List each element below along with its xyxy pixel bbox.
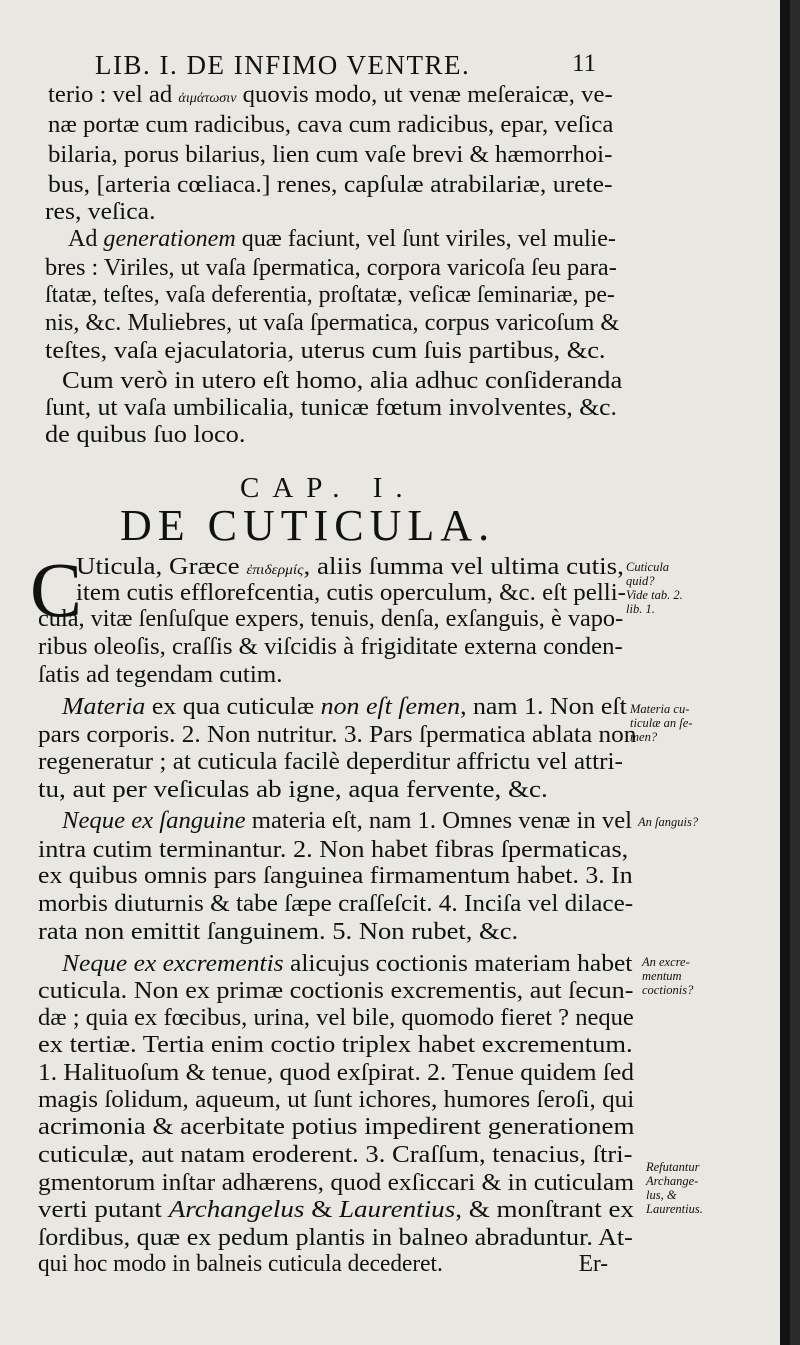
text-line: [45, 197, 155, 227]
text-line: [38, 917, 518, 947]
text-run: , aliis ſumma vel ultima cutis,: [303, 553, 624, 580]
text-run: intra cutim terminantur. 2. Non habet fibras ſpermaticas,: [38, 836, 629, 863]
margin-note-line: coctionis?: [642, 983, 694, 997]
text-line: [45, 253, 617, 283]
text-run: ribus oleoſis, craſſis & viſcidis à frigiditate externa conden-: [38, 633, 623, 660]
italic-term: Neque ex excrementis: [62, 950, 284, 977]
text-run: Ad: [68, 225, 104, 252]
margin-note-line: lib. 1.: [626, 602, 655, 616]
text-line: [62, 806, 632, 836]
text-line: [38, 604, 623, 634]
text-run: materia eſt, nam 1. Omnes venæ in vel: [245, 807, 633, 834]
text-run: ſordibus, quæ ex pedum plantis in balneo abraduntur. At-: [38, 1224, 633, 1251]
margin-note-line: An excre-: [642, 955, 690, 969]
text-line: [38, 1195, 634, 1225]
text-run: næ portæ cum radicibus, cava cum radicibus, epar, veſica: [48, 111, 614, 138]
text-run: , & monſtrant ex: [455, 1196, 635, 1223]
text-run: Uticula, Græce: [76, 553, 247, 580]
text-run: res, veſica.: [45, 198, 156, 225]
text-run: tu, aut per veſiculas ab igne, aqua fervente, &c.: [38, 776, 548, 803]
italic-term: Archangelus: [168, 1196, 305, 1223]
margin-note: [626, 560, 683, 616]
text-line: [45, 280, 615, 310]
margin-note: [638, 815, 698, 829]
margin-note-line: Materia cu-: [630, 702, 690, 716]
running-head: LIB. I. DE INFIMO VENTRE.: [95, 50, 471, 80]
text-line: [38, 660, 283, 690]
italic-term: generationem: [103, 225, 236, 252]
margin-note-line: ticulæ an ſe-: [630, 716, 693, 730]
text-line: [38, 861, 633, 891]
margin-note-line: Refutantur: [646, 1160, 700, 1174]
text-run: quovis modo, ut venæ meſeraicæ, ve-: [236, 81, 613, 108]
margin-note-line: quid?: [626, 574, 655, 588]
text-run: item cutis efflorefcentia, cutis operculum, &c. eſt pelli-: [76, 579, 626, 606]
text-line: [45, 308, 619, 338]
text-run: ſtatæ, teſtes, vaſa deferentia, proſtatæ, veſicæ ſeminariæ, pe-: [45, 281, 615, 308]
text-line: [38, 747, 623, 777]
text-run: morbis diuturnis & tabe ſæpe craſſeſcit. 4. Inciſa vel dilace-: [38, 890, 634, 917]
margin-note-line: mentum: [642, 969, 682, 983]
text-line: [38, 1003, 634, 1033]
text-run: de quibus ſuo loco.: [45, 421, 246, 448]
text-run: qui hoc modo in balneis cuticula decederet.: [38, 1250, 443, 1277]
text-line: [38, 1140, 632, 1170]
text-run: ex quibus omnis pars ſanguinea firmamentum habet. 3. In: [38, 862, 633, 889]
text-line: [38, 1112, 634, 1142]
greek-term: ἐπιδερμίς: [246, 563, 304, 578]
text-line: [48, 140, 612, 170]
text-line: [38, 889, 633, 919]
text-run: nis, &c. Muliebres, ut vaſa ſpermatica, corpus varicoſum &: [45, 309, 620, 336]
text-line: [48, 80, 613, 110]
text-run: &: [304, 1196, 339, 1223]
text-run: terio : vel ad: [48, 81, 179, 108]
text-run: rata non emittit ſanguinem. 5. Non rubet, &c.: [38, 918, 519, 945]
text-run: Cum verò in utero eſt homo, alia adhuc conſideranda: [62, 367, 623, 394]
text-run: teſtes, vaſa ejaculatoria, uterus cum ſuis partibus, &c.: [45, 337, 606, 364]
chapter-number: CAP. I.: [240, 472, 416, 504]
text-run: ex tertiæ. Tertia enim coctio triplex habet excrementum.: [38, 1031, 633, 1058]
margin-note-line: Vide tab. 2.: [626, 588, 683, 602]
text-run: verti putant: [38, 1196, 169, 1223]
text-line: [68, 224, 616, 254]
margin-note-line: Cuticula: [626, 560, 670, 574]
text-run: acrimonia & acerbitate potius impedirent generationem: [38, 1113, 635, 1140]
text-line: [38, 1030, 633, 1060]
text-line: [48, 170, 613, 200]
text-run: bres : Viriles, ut vaſa ſpermatica, corpora varicoſa ſeu para-: [45, 254, 617, 281]
margin-note-line: lus, &: [646, 1188, 677, 1202]
italic-term: Neque ex ſanguine: [62, 807, 246, 834]
text-line: [38, 632, 623, 662]
text-run: ex qua cuticulæ: [145, 693, 321, 720]
italic-term: Laurentius: [338, 1196, 456, 1223]
margin-note-line: An ſanguis?: [638, 815, 699, 829]
text-run: magis ſolidum, aqueum, ut ſunt ichores, humores ſeroſi, qui: [38, 1086, 635, 1113]
text-line: [38, 720, 636, 750]
text-run: cuticulæ, aut natam eroderent. 3. Craſſum, tenacius, ſtri-: [38, 1141, 633, 1168]
text-line: [62, 949, 632, 979]
text-line: [38, 1058, 634, 1088]
text-line: [62, 366, 622, 396]
text-run: , nam 1. Non eſt: [460, 693, 627, 720]
catchword: Er-: [578, 1250, 609, 1277]
text-run: quæ faciunt, vel ſunt viriles, vel mulie-: [235, 225, 616, 252]
drop-cap: C: [30, 546, 83, 633]
text-line: [45, 336, 606, 366]
margin-note-line: Archange-: [646, 1174, 699, 1188]
text-line: [38, 1085, 634, 1115]
text-line: [45, 420, 245, 450]
margin-note-line: Laurentius.: [646, 1202, 703, 1216]
text-run: 1. Halituoſum & tenue, quod exſpirat. 2. Tenue quidem ſed: [38, 1059, 634, 1086]
margin-note-line: men?: [630, 730, 658, 744]
text-run: alicujus coctionis materiam habet: [283, 950, 633, 977]
text-line: [38, 775, 548, 805]
margin-note: [646, 1160, 703, 1216]
text-run: regeneratur ; at cuticula facilè deperditur affrictu vel attri-: [38, 748, 623, 775]
greek-term: ἀιμάτωσιν: [178, 91, 237, 106]
folio-number: 11: [572, 50, 597, 77]
text-run: ſatis ad tegendam cutim.: [38, 661, 283, 688]
text-run: bus, [arteria cœliaca.] renes, capſulæ atrabilariæ, urete-: [48, 171, 613, 198]
margin-note: [642, 955, 693, 997]
margin-note: [630, 702, 693, 744]
text-run: bilaria, porus bilarius, lien cum vaſe brevi & hæmorrhoi-: [48, 141, 613, 168]
chapter-title: DE CUTICULA.: [120, 501, 496, 550]
text-line: [48, 110, 613, 140]
italic-term: Materia: [62, 693, 146, 720]
text-run: pars corporis. 2. Non nutritur. 3. Pars ſpermatica ablata non: [38, 721, 637, 748]
text-run: dæ ; quia ex fœcibus, urina, vel bile, quomodo fieret ? neque: [38, 1004, 634, 1031]
text-line: [62, 692, 627, 722]
text-line: [38, 1249, 609, 1279]
text-line: [38, 1168, 634, 1198]
text-run: gmentorum inſtar adhærens, quod exſiccari & in cuticulam: [38, 1169, 635, 1196]
text-run: cuticula. Non ex primæ coctionis excrementis, aut ſecun-: [38, 977, 634, 1004]
text-run: ſunt, ut vaſa umbilicalia, tunicæ fœtum involventes, &c.: [45, 394, 617, 421]
italic-term: non eſt ſemen: [320, 693, 461, 720]
text-line: [38, 976, 633, 1006]
text-run: cula, vitæ ſenſuſque expers, tenuis, denſa, exſanguis, è vapo-: [38, 605, 624, 632]
text-line: [45, 393, 617, 423]
